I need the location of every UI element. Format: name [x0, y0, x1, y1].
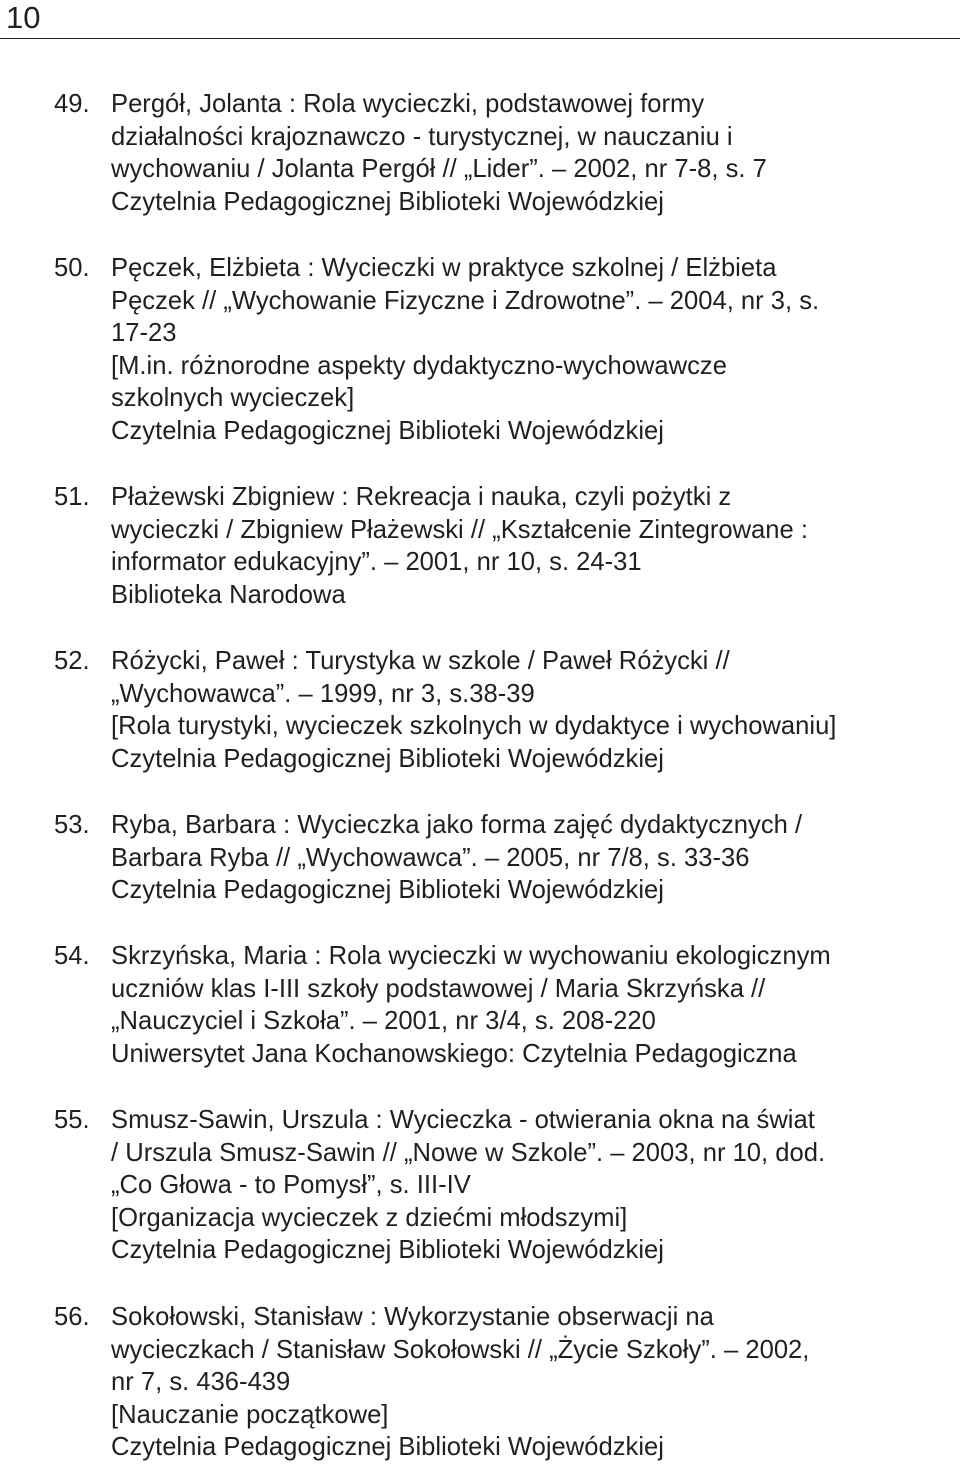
entry-text-line: „Nauczyciel i Szkoła”. – 2001, nr 3/4, s. 208-220: [111, 1007, 656, 1036]
entry-text-line: „Co Głowa - to Pomysł”, s. III-IV: [111, 1171, 471, 1200]
entry-number: 53.: [54, 811, 90, 839]
entry-annotation: szkolnych wycieczek]: [111, 384, 355, 413]
bibliography-entry-50: [0, 252, 960, 448]
entry-text-line: Skrzyńska, Maria : Rola wycieczki w wychowaniu ekologicznym: [111, 942, 831, 970]
bibliography-entry-53: [0, 809, 960, 907]
entry-annotation: [Rola turystyki, wycieczek szkolnych w dydaktyce i wychowaniu]: [111, 712, 837, 741]
entry-number: 55.: [54, 1106, 90, 1134]
entry-number: 56.: [54, 1303, 90, 1331]
bibliography-entry-54: [0, 940, 960, 1070]
entry-text-line: / Urszula Smusz-Sawin // „Nowe w Szkole”. – 2003, nr 10, dod.: [111, 1138, 826, 1167]
entry-text-line: nr 7, s. 436-439: [111, 1368, 291, 1397]
entry-text-line: Pęczek, Elżbieta : Wycieczki w praktyce szkolnej / Elżbieta: [111, 254, 777, 282]
entry-number: 54.: [54, 942, 90, 970]
entry-text-line: wycieczkach / Stanisław Sokołowski // „Życie Szkoły”. – 2002,: [111, 1335, 810, 1364]
bibliography-entry-56: [0, 1301, 960, 1464]
bibliography-entry-52: [0, 645, 960, 775]
entry-library-location: Czytelnia Pedagogicznej Biblioteki Wojewódzkiej: [111, 876, 664, 905]
entry-text-line: Smusz-Sawin, Urszula : Wycieczka - otwierania okna na świat: [111, 1106, 815, 1134]
header-rule: [0, 38, 960, 39]
entry-library-location: Czytelnia Pedagogicznej Biblioteki Wojewódzkiej: [111, 744, 664, 773]
entry-library-location: Czytelnia Pedagogicznej Biblioteki Wojewódzkiej: [111, 416, 664, 445]
entry-text-line: 17-23: [111, 319, 177, 348]
entry-number: 49.: [54, 90, 90, 118]
entry-annotation: [Nauczanie początkowe]: [111, 1400, 389, 1429]
entry-number: 51.: [54, 483, 90, 511]
entry-text-line: wychowaniu / Jolanta Pergół // „Lider”. – 2002, nr 7-8, s. 7: [111, 155, 767, 184]
entry-text-line: Barbara Ryba // „Wychowawca”. – 2005, nr 7/8, s. 33-36: [111, 843, 750, 872]
entry-number: 50.: [54, 254, 90, 282]
entry-library-location: Czytelnia Pedagogicznej Biblioteki Wojewódzkiej: [111, 1236, 664, 1265]
entry-annotation: [Organizacja wycieczek z dziećmi młodszymi]: [111, 1203, 628, 1232]
entry-text-line: Różycki, Paweł : Turystyka w szkole / Paweł Różycki //: [111, 647, 730, 675]
bibliography-entry-51: [0, 481, 960, 611]
entry-number: 52.: [54, 647, 90, 675]
entry-library-location: Biblioteka Narodowa: [111, 580, 346, 609]
entry-text-line: Pęczek // „Wychowanie Fizyczne i Zdrowotne”. – 2004, nr 3, s.: [111, 286, 820, 315]
entry-text-line: „Wychowawca”. – 1999, nr 3, s.38-39: [111, 679, 535, 708]
entry-text-line: Pergół, Jolanta : Rola wycieczki, podstawowej formy: [111, 90, 705, 118]
entry-library-location: Uniwersytet Jana Kochanowskiego: Czytelnia Pedagogiczna: [111, 1039, 797, 1068]
entry-text-line: Płażewski Zbigniew : Rekreacja i nauka, czyli pożytki z: [111, 483, 732, 511]
entry-library-location: Czytelnia Pedagogicznej Biblioteki Wojewódzkiej: [111, 187, 664, 216]
entry-text-line: wycieczki / Zbigniew Płażewski // „Kształcenie Zintegrowane :: [111, 515, 808, 544]
entry-text-line: informator edukacyjny”. – 2001, nr 10, s. 24-31: [111, 548, 642, 577]
bibliography-entry-49: [0, 88, 960, 218]
page-number: 10: [6, 0, 41, 35]
entry-text-line: uczniów klas I-III szkoły podstawowej / Maria Skrzyńska //: [111, 974, 766, 1003]
entry-library-location: Czytelnia Pedagogicznej Biblioteki Wojewódzkiej: [111, 1433, 664, 1462]
entry-text-line: działalności krajoznawczo - turystycznej, w nauczaniu i: [111, 122, 733, 151]
entry-text-line: Ryba, Barbara : Wycieczka jako forma zajęć dydaktycznych /: [111, 811, 803, 839]
bibliography-entry-55: [0, 1104, 960, 1267]
entry-text-line: Sokołowski, Stanisław : Wykorzystanie obserwacji na: [111, 1303, 714, 1331]
entry-annotation: [M.in. różnorodne aspekty dydaktyczno-wychowawcze: [111, 351, 727, 380]
